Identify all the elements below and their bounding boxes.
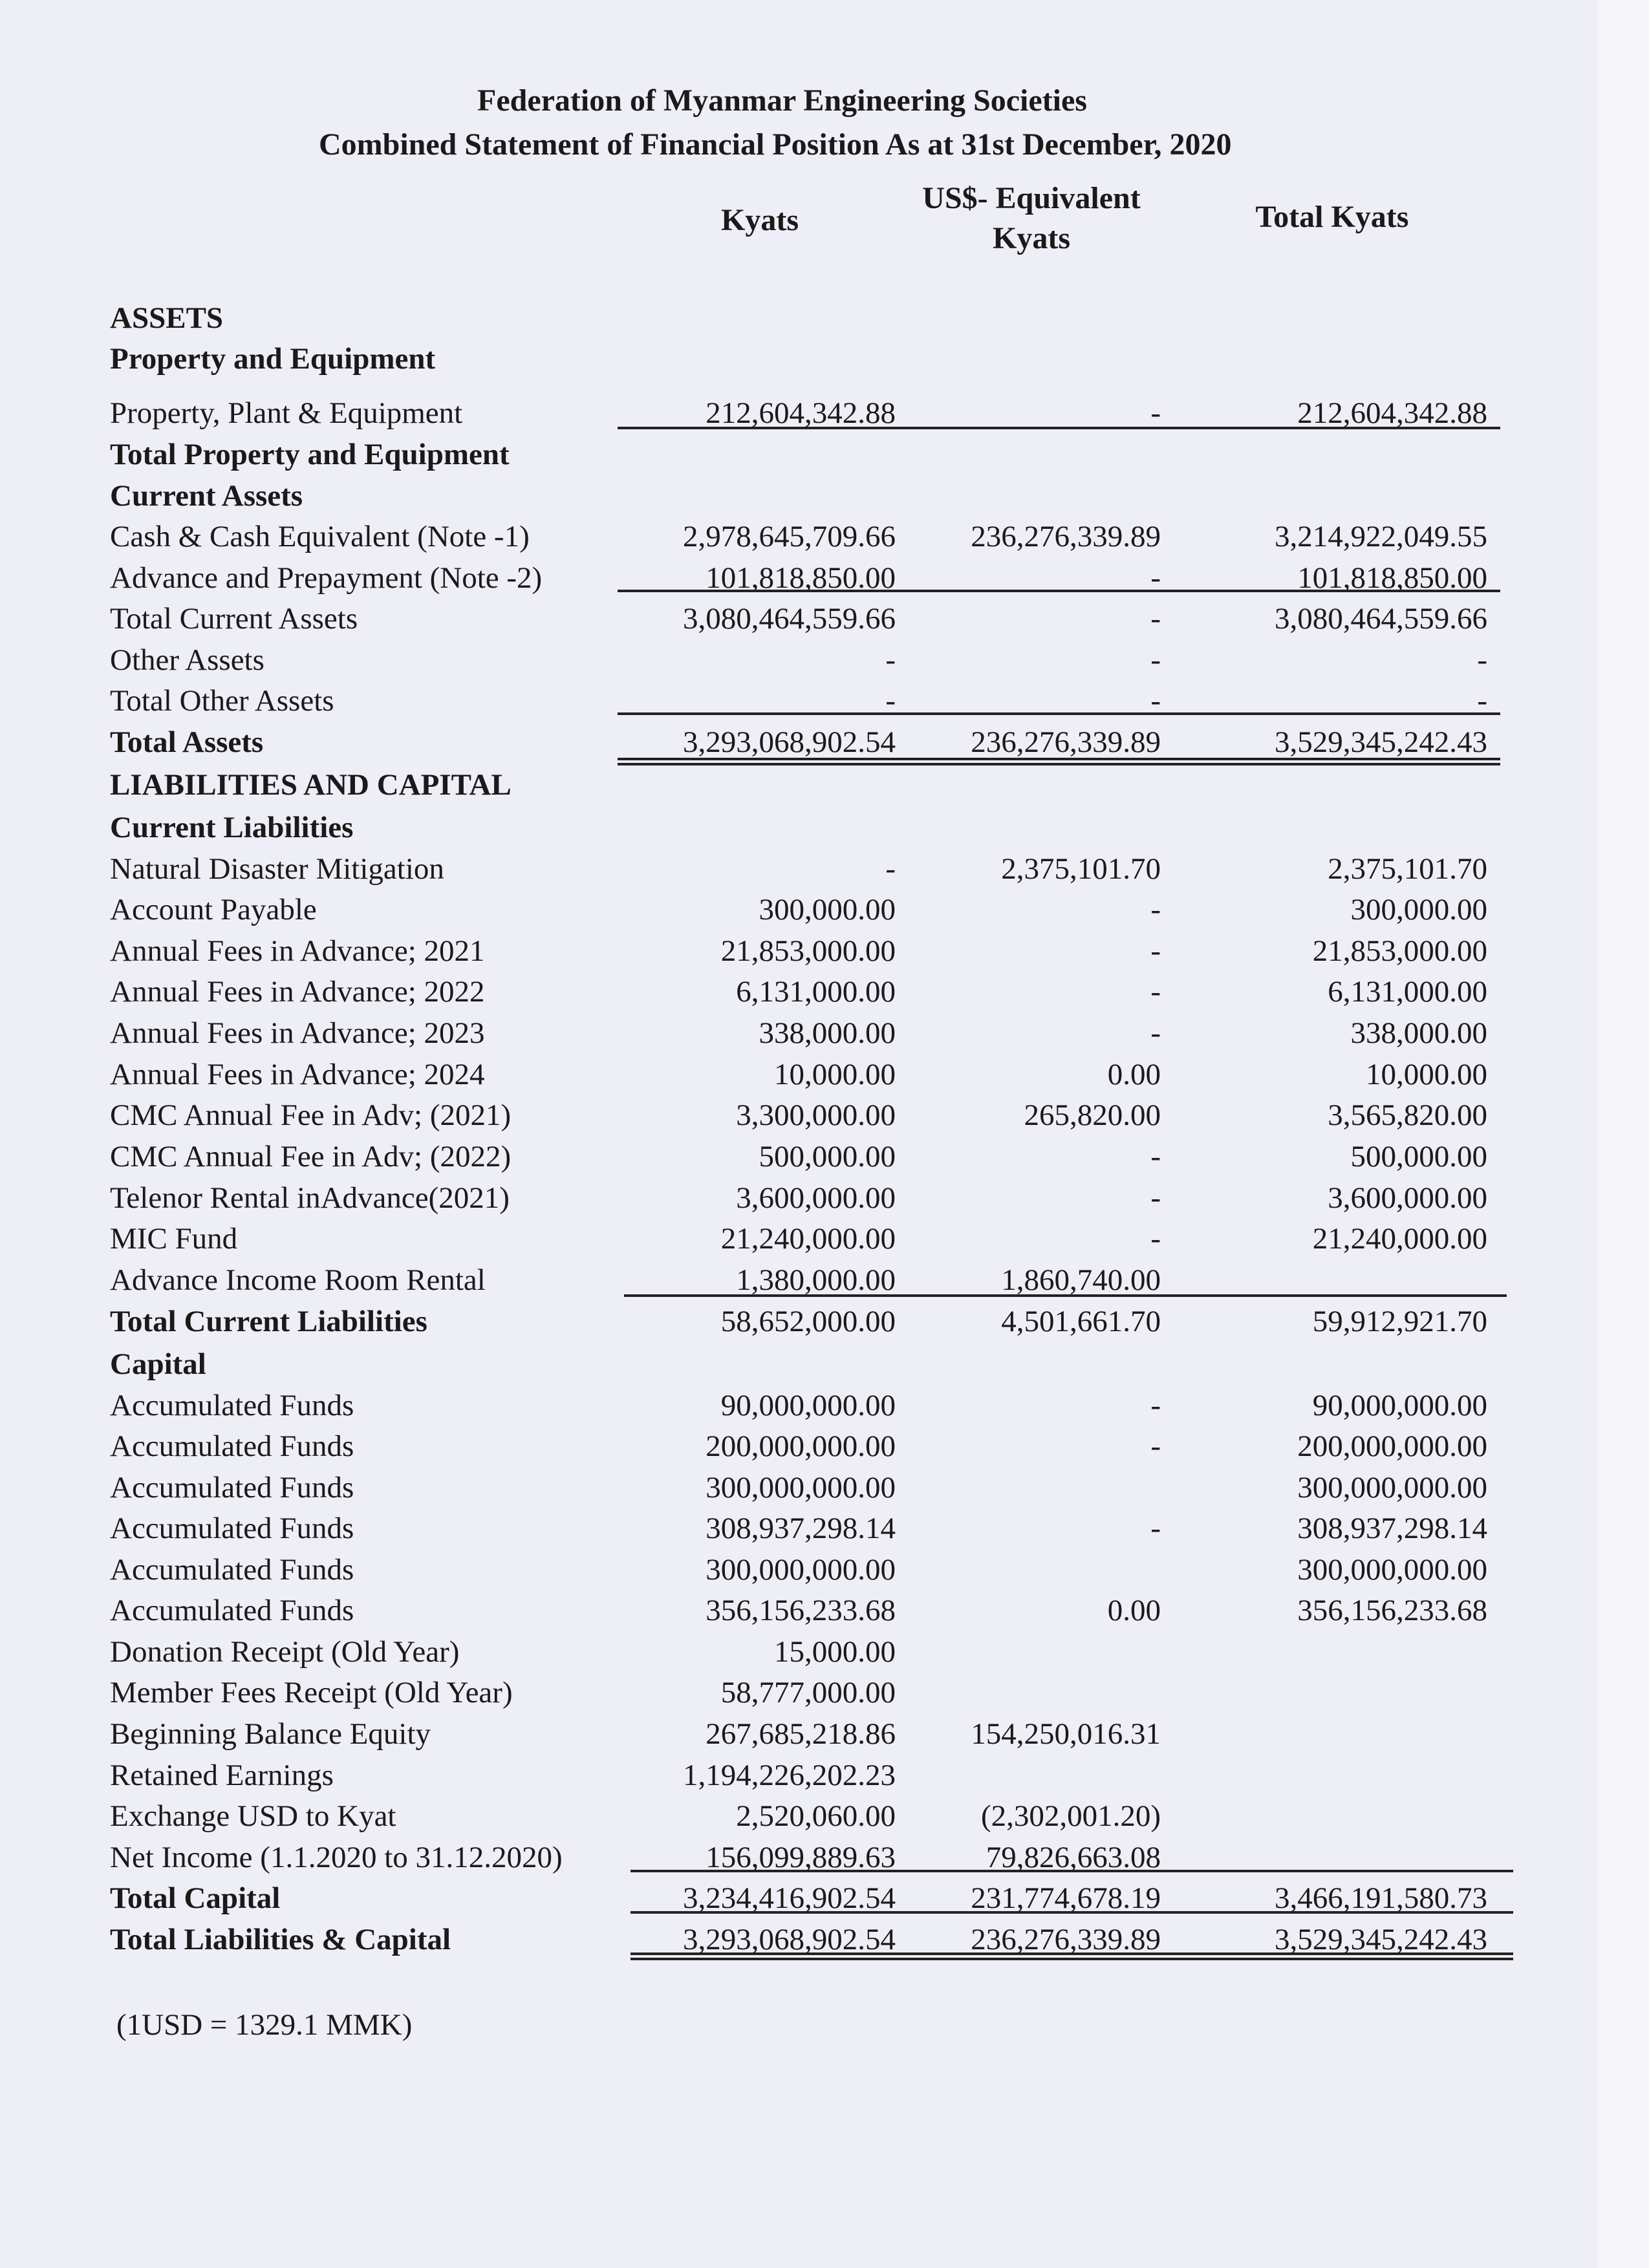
row-label: Current Liabilities: [110, 811, 354, 844]
row-label: Net Income (1.1.2020 to 31.12.2020): [110, 1841, 563, 1874]
kyats-value: 3,234,416,902.54: [683, 1881, 896, 1915]
total-kyats-value: 308,937,298.14: [1297, 1512, 1487, 1545]
usd-kyats-value: 265,820.00: [1024, 1098, 1161, 1132]
row-label: Donation Receipt (Old Year): [110, 1635, 460, 1669]
row-label: Property and Equipment: [110, 342, 436, 376]
row-label: Natural Disaster Mitigation: [110, 852, 444, 886]
col-usd-header-line2: Kyats: [993, 221, 1070, 255]
total-kyats-value: 3,080,464,559.66: [1275, 602, 1487, 636]
row-label: Accumulated Funds: [110, 1512, 354, 1545]
usd-kyats-value: -: [1150, 643, 1161, 677]
usd-kyats-value: -: [1150, 1181, 1161, 1215]
row-label: ASSETS: [110, 301, 224, 335]
total-kyats-value: 90,000,000.00: [1312, 1389, 1487, 1422]
statement-title: Combined Statement of Financial Position As at 31st December, 2020: [319, 127, 1232, 162]
total-kyats-value: 10,000.00: [1366, 1058, 1487, 1091]
usd-kyats-value: 1,860,740.00: [1001, 1263, 1161, 1297]
table-rule: [618, 590, 1500, 592]
usd-kyats-value: 2,375,101.70: [1001, 852, 1161, 886]
kyats-value: 15,000.00: [774, 1635, 896, 1669]
total-kyats-value: 3,214,922,049.55: [1275, 520, 1487, 553]
kyats-value: 21,240,000.00: [720, 1222, 896, 1256]
kyats-value: 308,937,298.14: [706, 1512, 896, 1545]
kyats-value: 1,194,226,202.23: [683, 1759, 896, 1792]
row-label: Accumulated Funds: [110, 1471, 354, 1504]
kyats-value: 300,000,000.00: [706, 1553, 896, 1587]
row-label: Total Capital: [110, 1881, 281, 1915]
col-usd-header-line1: US$- Equivalent: [922, 181, 1141, 215]
row-label: Capital: [110, 1347, 206, 1381]
usd-kyats-value: 0.00: [1107, 1594, 1161, 1627]
kyats-value: 101,818,850.00: [706, 561, 896, 595]
usd-kyats-value: -: [1150, 893, 1161, 926]
table-rule: [618, 758, 1500, 760]
row-label: Accumulated Funds: [110, 1429, 354, 1463]
usd-kyats-value: (2,302,001.20): [980, 1799, 1161, 1833]
total-kyats-value: 21,240,000.00: [1312, 1222, 1487, 1256]
total-kyats-value: 59,912,921.70: [1312, 1305, 1487, 1338]
usd-kyats-value: -: [1150, 561, 1161, 595]
row-label: LIABILITIES AND CAPITAL: [110, 768, 512, 802]
usd-kyats-value: -: [1150, 1512, 1161, 1545]
kyats-value: 6,131,000.00: [736, 975, 896, 1009]
kyats-value: -: [885, 852, 896, 886]
usd-kyats-value: -: [1150, 934, 1161, 968]
total-kyats-value: 3,565,820.00: [1328, 1098, 1487, 1132]
row-label: Property, Plant & Equipment: [110, 396, 463, 430]
usd-kyats-value: 236,276,339.89: [971, 520, 1161, 553]
table-rule: [624, 1294, 1507, 1297]
usd-kyats-value: -: [1150, 684, 1161, 718]
kyats-value: 1,380,000.00: [736, 1263, 896, 1297]
table-rule: [630, 1952, 1513, 1955]
row-label: Total Property and Equipment: [110, 438, 510, 471]
total-kyats-value: 3,600,000.00: [1328, 1181, 1487, 1215]
row-label: Advance Income Room Rental: [110, 1263, 486, 1297]
row-label: Total Current Liabilities: [110, 1305, 427, 1338]
kyats-value: 21,853,000.00: [720, 934, 896, 968]
row-label: Beginning Balance Equity: [110, 1717, 431, 1751]
usd-kyats-value: 231,774,678.19: [971, 1881, 1161, 1915]
total-kyats-value: 300,000,000.00: [1297, 1553, 1487, 1587]
total-kyats-value: 338,000.00: [1350, 1016, 1487, 1050]
row-label: CMC Annual Fee in Adv; (2022): [110, 1140, 512, 1173]
table-rule: [618, 427, 1500, 429]
kyats-value: 90,000,000.00: [720, 1389, 896, 1422]
col-kyats-header: Kyats: [721, 203, 799, 237]
row-label: Total Assets: [110, 725, 264, 759]
usd-kyats-value: -: [1150, 975, 1161, 1009]
row-label: Telenor Rental inAdvance(2021): [110, 1181, 510, 1215]
row-label: Total Liabilities & Capital: [110, 1923, 451, 1956]
kyats-value: 500,000.00: [759, 1140, 896, 1173]
row-label: Annual Fees in Advance; 2022: [110, 975, 485, 1009]
usd-kyats-value: -: [1150, 1222, 1161, 1256]
kyats-value: -: [885, 684, 896, 718]
kyats-value: 2,520,060.00: [736, 1799, 896, 1833]
exchange-rate-note: (1USD = 1329.1 MMK): [116, 2008, 413, 2042]
row-label: MIC Fund: [110, 1222, 238, 1256]
kyats-value: 3,293,068,902.54: [683, 1923, 896, 1956]
kyats-value: 58,652,000.00: [720, 1305, 896, 1338]
row-label: Advance and Prepayment (Note -2): [110, 561, 543, 595]
table-rule: [630, 1911, 1513, 1914]
row-label: Accumulated Funds: [110, 1594, 354, 1627]
usd-kyats-value: -: [1150, 1140, 1161, 1173]
kyats-value: 267,685,218.86: [706, 1717, 896, 1751]
row-label: Account Payable: [110, 893, 317, 926]
kyats-value: 58,777,000.00: [720, 1676, 896, 1709]
row-label: Total Other Assets: [110, 684, 334, 718]
row-label: Current Assets: [110, 479, 303, 513]
total-kyats-value: -: [1477, 643, 1487, 677]
row-label: Annual Fees in Advance; 2023: [110, 1016, 485, 1050]
row-label: Total Current Assets: [110, 602, 358, 636]
total-kyats-value: 3,466,191,580.73: [1275, 1881, 1487, 1915]
kyats-value: 3,300,000.00: [736, 1098, 896, 1132]
total-kyats-value: -: [1477, 684, 1487, 718]
kyats-value: 3,600,000.00: [736, 1181, 896, 1215]
org-title: Federation of Myanmar Engineering Societies: [477, 83, 1087, 118]
usd-kyats-value: -: [1150, 602, 1161, 636]
kyats-value: 338,000.00: [759, 1016, 896, 1050]
usd-kyats-value: 236,276,339.89: [971, 1923, 1161, 1956]
row-label: Annual Fees in Advance; 2021: [110, 934, 485, 968]
row-label: Exchange USD to Kyat: [110, 1799, 396, 1833]
kyats-value: 300,000,000.00: [706, 1471, 896, 1504]
kyats-value: 3,080,464,559.66: [683, 602, 896, 636]
table-rule: [618, 712, 1500, 715]
total-kyats-value: 101,818,850.00: [1297, 561, 1487, 595]
usd-kyats-value: 79,826,663.08: [986, 1841, 1161, 1874]
usd-kyats-value: 4,501,661.70: [1001, 1305, 1161, 1338]
kyats-value: 3,293,068,902.54: [683, 725, 896, 759]
row-label: Accumulated Funds: [110, 1389, 354, 1422]
kyats-value: 2,978,645,709.66: [683, 520, 896, 553]
kyats-value: 156,099,889.63: [706, 1841, 896, 1874]
row-label: Accumulated Funds: [110, 1553, 354, 1587]
row-label: CMC Annual Fee in Adv; (2021): [110, 1098, 512, 1132]
total-kyats-value: 21,853,000.00: [1312, 934, 1487, 968]
total-kyats-value: 356,156,233.68: [1297, 1594, 1487, 1627]
total-kyats-value: 212,604,342.88: [1297, 396, 1487, 430]
usd-kyats-value: 154,250,016.31: [971, 1717, 1161, 1751]
total-kyats-value: 3,529,345,242.43: [1275, 1923, 1487, 1956]
kyats-value: 200,000,000.00: [706, 1429, 896, 1463]
scan-edge: [1597, 0, 1649, 2268]
total-kyats-value: 500,000.00: [1350, 1140, 1487, 1173]
total-kyats-value: 300,000,000.00: [1297, 1471, 1487, 1504]
col-total-header: Total Kyats: [1255, 200, 1409, 234]
usd-kyats-value: -: [1150, 1016, 1161, 1050]
total-kyats-value: 2,375,101.70: [1328, 852, 1487, 886]
table-rule: [618, 763, 1500, 765]
row-label: Other Assets: [110, 643, 264, 677]
total-kyats-value: 200,000,000.00: [1297, 1429, 1487, 1463]
row-label: Member Fees Receipt (Old Year): [110, 1676, 513, 1709]
usd-kyats-value: 236,276,339.89: [971, 725, 1161, 759]
kyats-value: 10,000.00: [774, 1058, 896, 1091]
usd-kyats-value: 0.00: [1107, 1058, 1161, 1091]
row-label: Retained Earnings: [110, 1759, 334, 1792]
total-kyats-value: 6,131,000.00: [1328, 975, 1487, 1009]
table-rule: [630, 1870, 1513, 1872]
kyats-value: 212,604,342.88: [706, 396, 896, 430]
kyats-value: -: [885, 643, 896, 677]
kyats-value: 356,156,233.68: [706, 1594, 896, 1627]
row-label: Annual Fees in Advance; 2024: [110, 1058, 485, 1091]
total-kyats-value: 3,529,345,242.43: [1275, 725, 1487, 759]
usd-kyats-value: -: [1150, 1429, 1161, 1463]
usd-kyats-value: -: [1150, 1389, 1161, 1422]
usd-kyats-value: -: [1150, 396, 1161, 430]
total-kyats-value: 300,000.00: [1350, 893, 1487, 926]
table-rule: [630, 1958, 1513, 1960]
row-label: Cash & Cash Equivalent (Note -1): [110, 520, 530, 553]
kyats-value: 300,000.00: [759, 893, 896, 926]
